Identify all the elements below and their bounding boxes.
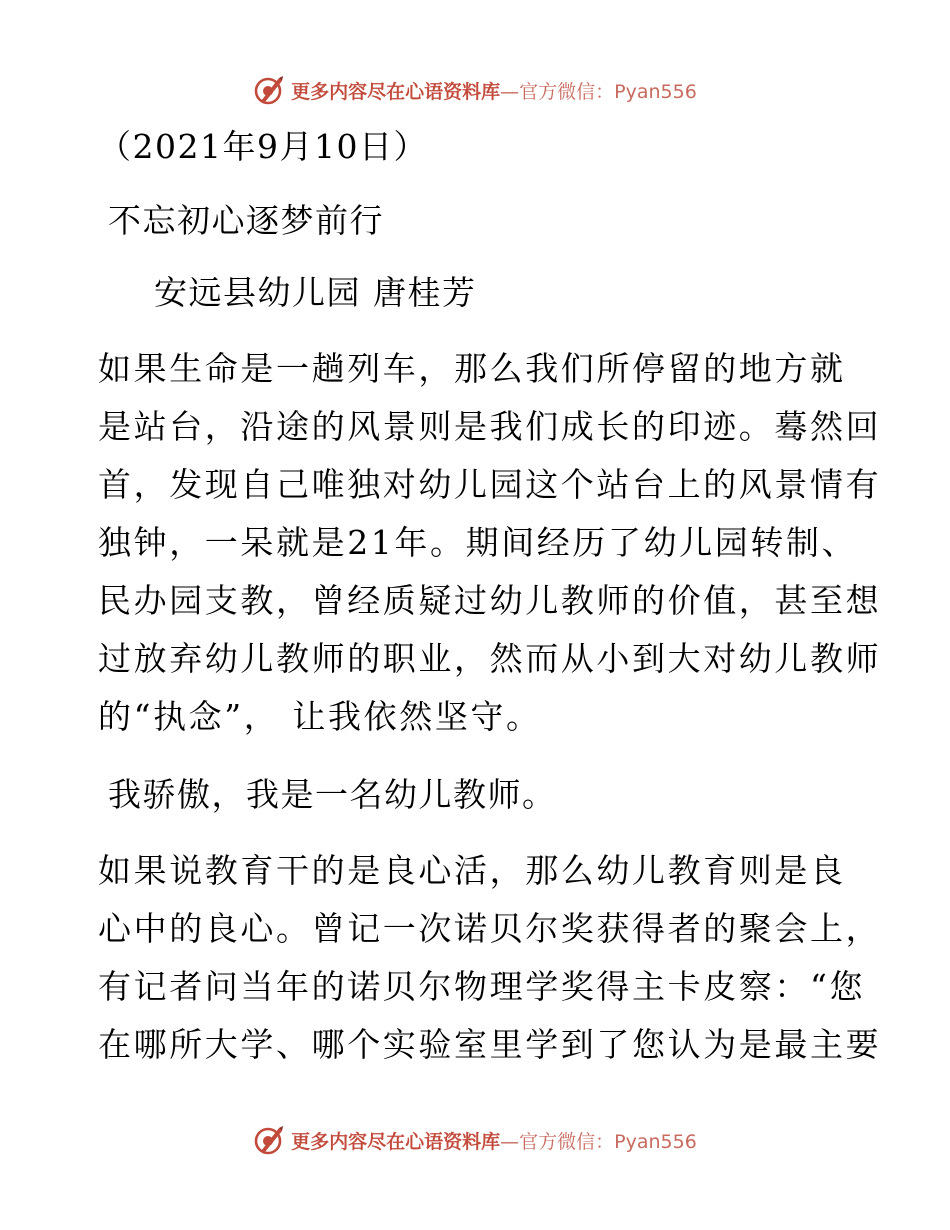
- paragraph-line: 过放弃幼儿教师的职业，然而从小到大对幼儿教师: [98, 639, 882, 678]
- document-byline: 安远县幼儿园 唐桂芳: [154, 273, 477, 312]
- document-title: 不忘初心逐梦前行: [108, 201, 384, 240]
- watermark-separator: —: [500, 80, 520, 103]
- paragraph-line: 心中的良心。曾记一次诺贝尔奖获得者的聚会上，: [98, 909, 882, 948]
- paragraph-line: 是站台，沿途的风景则是我们成长的印迹。蓦然回: [98, 407, 882, 446]
- paragraph-line: 如果说教育干的是良心活，那么幼儿教育则是良: [98, 851, 846, 890]
- document-date: （2021年9月10日）: [98, 127, 428, 166]
- paragraph-line: 如果生命是一趟列车，那么我们所停留的地方就: [98, 349, 846, 388]
- paragraph-line: 的“执念”， 让我依然坚守。: [98, 697, 542, 736]
- paragraph-line: 首，发现自己唯独对幼儿园这个站台上的风景情有: [98, 465, 882, 504]
- watermark-contact-text: 官方微信：Pyan556: [519, 1130, 697, 1153]
- paragraph-line: 独钟，一呆就是21年。期间经历了幼儿园转制、: [98, 523, 858, 562]
- paragraph-line: 在哪所大学、哪个实验室里学到了您认为是最主要: [98, 1025, 882, 1064]
- watermark-contact-text: 官方微信：Pyan556: [519, 80, 697, 103]
- paragraph-2: 我骄傲，我是一名幼儿教师。: [108, 775, 557, 814]
- quill-logo-icon: [253, 1124, 285, 1156]
- paragraph-line: 有记者问当年的诺贝尔物理学奖得主卡皮察：“您: [98, 967, 866, 1006]
- watermark-separator: —: [500, 1130, 520, 1153]
- watermark-main-text: 更多内容尽在心语资料库: [291, 80, 501, 103]
- watermark-main-text: 更多内容尽在心语资料库: [291, 1130, 501, 1153]
- header-watermark: [0, 70, 950, 110]
- paragraph-line: 民办园支教，曾经质疑过幼儿教师的价值，甚至想: [98, 581, 882, 620]
- quill-logo-icon: [253, 74, 285, 106]
- footer-watermark: [0, 1120, 950, 1160]
